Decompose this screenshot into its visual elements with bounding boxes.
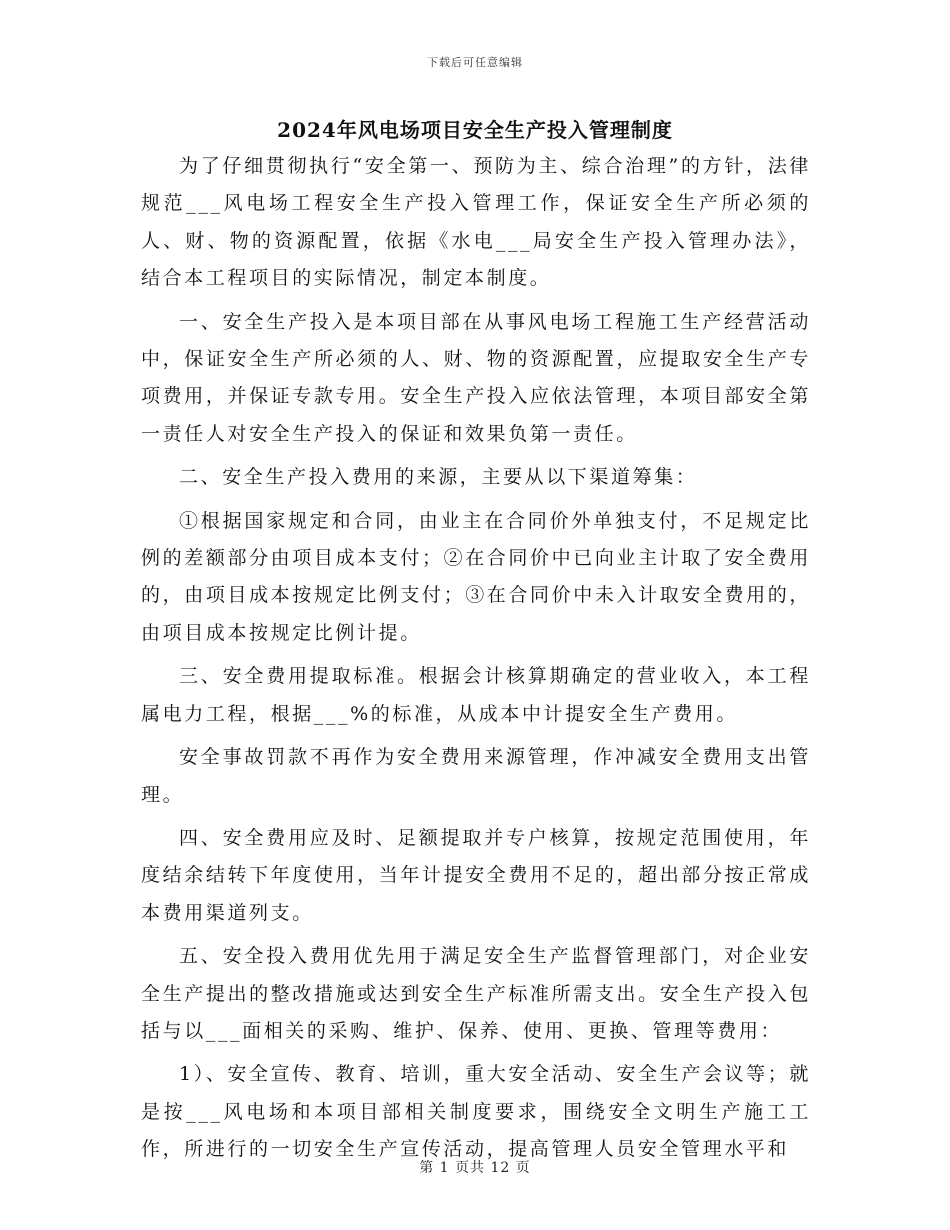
paragraph-fines-note: 安全事故罚款不再作为安全费用来源管理，作冲减安全费用支出管理。 [141, 746, 811, 806]
paragraph-section-5: 五、安全投入费用优先用于满足安全生产监督管理部门，对企业安全生产提出的整改措施或达到安全生产标准所需支出。安全生产投入包括与以___面相关的采购、维护、保养、使用、更换、管理等费用： [141, 945, 811, 1042]
page-footer: 第 1 页共 12 页 [419, 1160, 531, 1176]
page-header: 下载后可任意编辑 [427, 56, 523, 69]
document-title: 2024年风电场项目安全生产投入管理制度 [277, 118, 673, 142]
paragraph-funding-sources: ①根据国家规定和合同，由业主在合同价外单独支付，不足规定比例的差额部分由项目成本支付；②在合同价中已向业主计取了安全费用的，由项目成本按规定比例支付；③在合同价中未入计取安全费用的，由项目成本按规定比例计提。 [141, 509, 811, 644]
paragraph-section-4: 四、安全费用应及时、足额提取并专户核算，按规定范围使用，年度结余结转下年度使用，当年计提安全费用不足的，超出部分按正常成本费用渠道列支。 [141, 826, 811, 924]
paragraph-section-1: 一、安全生产投入是本项目部在从事风电场工程施工生产经营活动中，保证安全生产所必须的人、财、物的资源配置，应提取安全生产专项费用，并保证专款专用。安全生产投入应依法管理，本项目部安全第一责任人对安全生产投入的保证和效果负第一责任。 [141, 310, 811, 445]
paragraph-intro: 为了仔细贯彻执行“安全第一、预防为主、综合治理”的方针，法律规范___风电场工程安全生产投入管理工作，保证安全生产所必须的人、财、物的资源配置，依据《水电___局安全生产投入管理办法》，结合本工程项目的实际情况，制定本制度。 [141, 155, 811, 290]
paragraph-item-1: 1）、安全宣传、教育、培训，重大安全活动、安全生产会议等；就是按___风电场和本项目部相关制度要求，围绕安全文明生产施工工作，所进行的一切安全生产宣传活动，提高管理人员安全管理水平和 [141, 1063, 811, 1161]
paragraph-section-3: 三、安全费用提取标准。根据会计核算期确定的营业收入，本工程属电力工程，根据___%的标准，从成本中计提安全生产费用。 [141, 665, 811, 725]
document-body [141, 148, 811, 1175]
paragraph-section-2: 二、安全生产投入费用的来源，主要从以下渠道筹集： [179, 466, 698, 489]
